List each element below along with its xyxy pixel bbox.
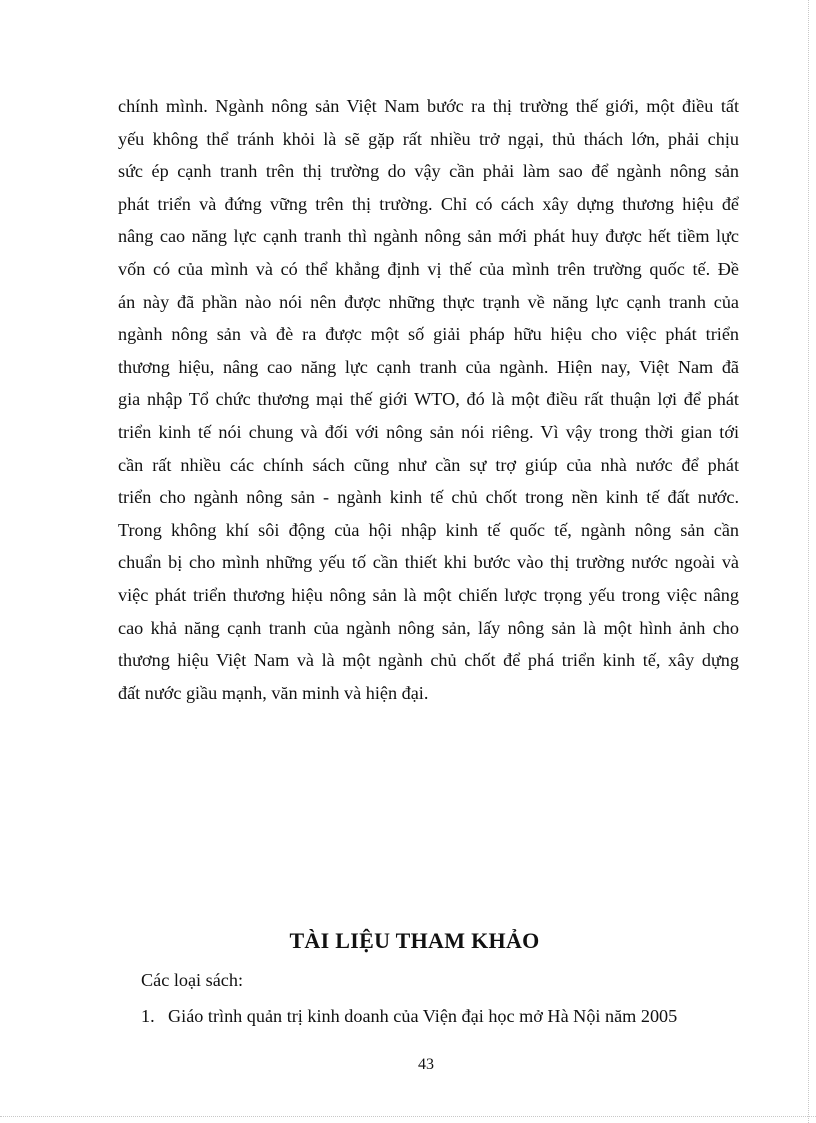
paragraph-line: gia nhập Tổ chức thương mại thế giới WTO, đó là một điều rất thuận lợi để phát xyxy=(118,389,739,410)
paragraph-line: chuẩn bị cho mình những yếu tố cần thiết khi bước vào thị trường nước ngoài và xyxy=(118,552,739,573)
reference-number: 1. xyxy=(141,1006,155,1026)
paragraph-line: ngành nông sản và đè ra được một số giải pháp hữu hiệu cho việc phát triển xyxy=(118,324,739,345)
conclusion-paragraph xyxy=(118,90,739,709)
paragraph-line: án này đã phần nào nói nên được những thực trạnh về năng lực cạnh tranh của xyxy=(118,291,739,312)
paragraph-line: thương hiệu Việt Nam và là một ngành chủ chốt để phá triển kinh tế, xây dựng xyxy=(118,650,739,671)
references-title: TÀI LIỆU THAM KHẢO xyxy=(289,928,540,953)
paragraph-line: thương hiệu, nâng cao năng lực cạnh tranh của ngành. Hiện nay, Việt Nam đã xyxy=(118,356,739,377)
paragraph-line: sức ép cạnh tranh trên thị trường do vậy cần phải làm sao để ngành nông sản xyxy=(118,161,739,182)
references-subheading: Các loại sách: xyxy=(141,970,244,990)
paragraph-line: chính mình. Ngành nông sản Việt Nam bước ra thị trường thế giới, một điều tất xyxy=(118,96,739,116)
paragraph-line: yếu không thể tránh khỏi là sẽ gặp rất nhiều trở ngại, thủ thách lớn, phải chịu xyxy=(118,128,739,149)
paragraph-line: phát triển và đứng vững trên thị trường. Chỉ có cách xây dựng thương hiệu để xyxy=(118,193,739,214)
paragraph-line: cao khả năng cạnh tranh của ngành nông sản, lấy nông sản là một hình ảnh cho xyxy=(118,617,739,638)
paragraph-line: nâng cao năng lực cạnh tranh thì ngành nông sản mới phát huy được hết tiềm lực xyxy=(118,226,739,247)
paragraph-line: triển kinh tế nói chung và đối với nông sản nói riêng. Vì vậy trong thời gian tới xyxy=(118,421,739,442)
reference-text: Giáo trình quản trị kinh doanh của Viện đại học mở Hà Nội năm 2005 xyxy=(168,1006,678,1026)
page-border-bottom xyxy=(0,1116,816,1117)
paragraph-line: đất nước giầu mạnh, văn minh và hiện đại. xyxy=(118,682,429,703)
page-number: 43 xyxy=(418,1056,434,1073)
paragraph-line: triển cho ngành nông sản - ngành kinh tế chủ chốt trong nền kinh tế đất nước. xyxy=(118,487,739,508)
paragraph-line: cần rất nhiều các chính sách cũng như cần sự trợ giúp của nhà nước để phát xyxy=(118,454,739,475)
page-border-right xyxy=(808,0,809,1123)
paragraph-line: Trong không khí sôi động của hội nhập kinh tế quốc tế, ngành nông sản cần xyxy=(118,519,739,540)
paragraph-line: việc phát triển thương hiệu nông sản là một chiến lược trọng yếu trong việc nâng xyxy=(118,584,739,605)
reference-item xyxy=(141,1006,677,1027)
paragraph-line: vốn có của mình và có thể khẳng định vị thế của mình trên trường quốc tế. Đề xyxy=(118,258,739,279)
